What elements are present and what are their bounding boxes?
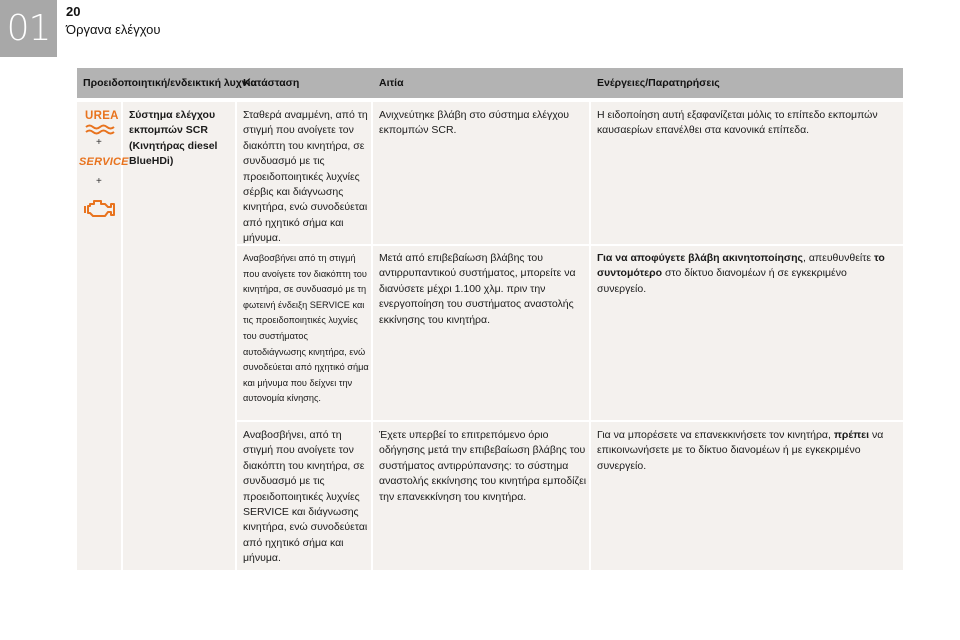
row3-state: Αναβοσβήνει, από τη στιγμή που ανοίγετε τον διακόπτη του κινητήρα, σε συνδυασμό με τις προειδοποιητικές λυχνίες SERVICE και διάγνωσης κινητήρα, ενώ συνοδεύεται από ηχητικό σήμα και μήνυμα.	[243, 429, 368, 565]
row2-action-end: στο δίκτυο διανομέων ή σε εγκεκριμένο συνεργείο.	[597, 267, 847, 295]
engine-icon	[84, 196, 116, 220]
row1-state: Σταθερά αναμμένη, από τη στιγμή που ανοίγετε τον διακόπτη του κινητήρα, σε συνδυασμό με τις προειδοποιητικές λυχνίες σέρβις και διάγνωσης κινητήρα, ενώ συνοδεύεται από ηχητικό σήμα και μήνυμα.	[243, 109, 368, 245]
row2-state: Αναβοσβήνει από τη στιγμή που ανοίγετε τον διακόπτη του κινητήρα, σε συνδυασμό με τη φωτεινή ένδειξη SERVICE και τις προειδοποιητικές λυχνίες του συστήματος αυτοδιάγνωσης κινητήρα, ενώ συνοδεύεται από ηχητικό σήμα και μήνυμα που δείχνει την αυτονομία κίνησης.	[243, 253, 369, 404]
name-column	[123, 102, 235, 570]
row3-action-end: να επικοινωνήσετε με το δίκτυο διανομέων ή με εγκεκριμένο συνεργείο.	[597, 429, 884, 472]
table-header-row	[77, 68, 903, 98]
row3-action-start: Για να μπορέσετε να επανεκκινήσετε τον κινητήρα,	[597, 429, 834, 441]
urea-label: UREA	[85, 110, 119, 122]
header-state: Κατάσταση	[243, 77, 300, 89]
urea-wave-icon	[85, 123, 115, 135]
row2-action	[597, 251, 897, 297]
urea-icon	[85, 110, 119, 140]
row1-action: Η ειδοποίηση αυτή εξαφανίζεται μόλις το επίπεδο εκπομπών καυσαερίων επανέλθει στα κανονικά επίπεδα.	[597, 109, 878, 137]
plus-sign: +	[96, 176, 102, 187]
row-divider	[237, 420, 903, 422]
plus-sign: +	[96, 137, 102, 148]
row3-action	[597, 428, 897, 474]
action-column	[591, 102, 903, 570]
system-name: Σύστημα ελέγχου εκπομπών SCR (Κινητήρας diesel BlueHDi)	[129, 109, 218, 168]
service-icon: SERVICE	[79, 156, 129, 168]
chapter-number-tab: 01	[0, 0, 57, 57]
page-number: 20	[66, 4, 81, 19]
row2-action-mid: , απευθυνθείτε	[802, 252, 874, 264]
warning-lamp-table	[77, 68, 903, 570]
header-action: Ενέργειες/Παρατηρήσεις	[597, 77, 720, 89]
header-cause: Αιτία	[379, 77, 404, 89]
header-lamp: Προειδοποιητική/ενδεικτική λυχνία	[83, 77, 257, 89]
row1-cause: Ανιχνεύτηκε βλάβη στο σύστημα ελέγχου εκπομπών SCR.	[379, 109, 570, 137]
row2-action-bold-1: Για να αποφύγετε βλάβη ακινητοποίησης	[597, 252, 803, 264]
row3-action-bold: πρέπει	[833, 429, 870, 441]
chapter-title: Όργανα ελέγχου	[66, 22, 161, 37]
row2-cause: Μετά από επιβεβαίωση βλάβης του αντιρρυπαντικού συστήματος, μπορείτε να διανύσετε μέχρι 1.100 χλμ. πριν την ενεργοποίηση του συστήματος αναστολής εκκίνησης του κινητήρα.	[379, 252, 576, 326]
row3-cause: Έχετε υπερβεί το επιτρεπόμενο όριο οδήγησης μετά την επιβεβαίωση βλάβης του συστήματος αντιρρύπανσης: το σύστημα αναστολής εκκίνησης του κινητήρα εμποδίζει την επανεκκίνηση του κινητήρα.	[379, 429, 587, 503]
row2-action-bold-2: το συντομότερο	[597, 252, 885, 280]
lamp-column	[77, 102, 121, 570]
